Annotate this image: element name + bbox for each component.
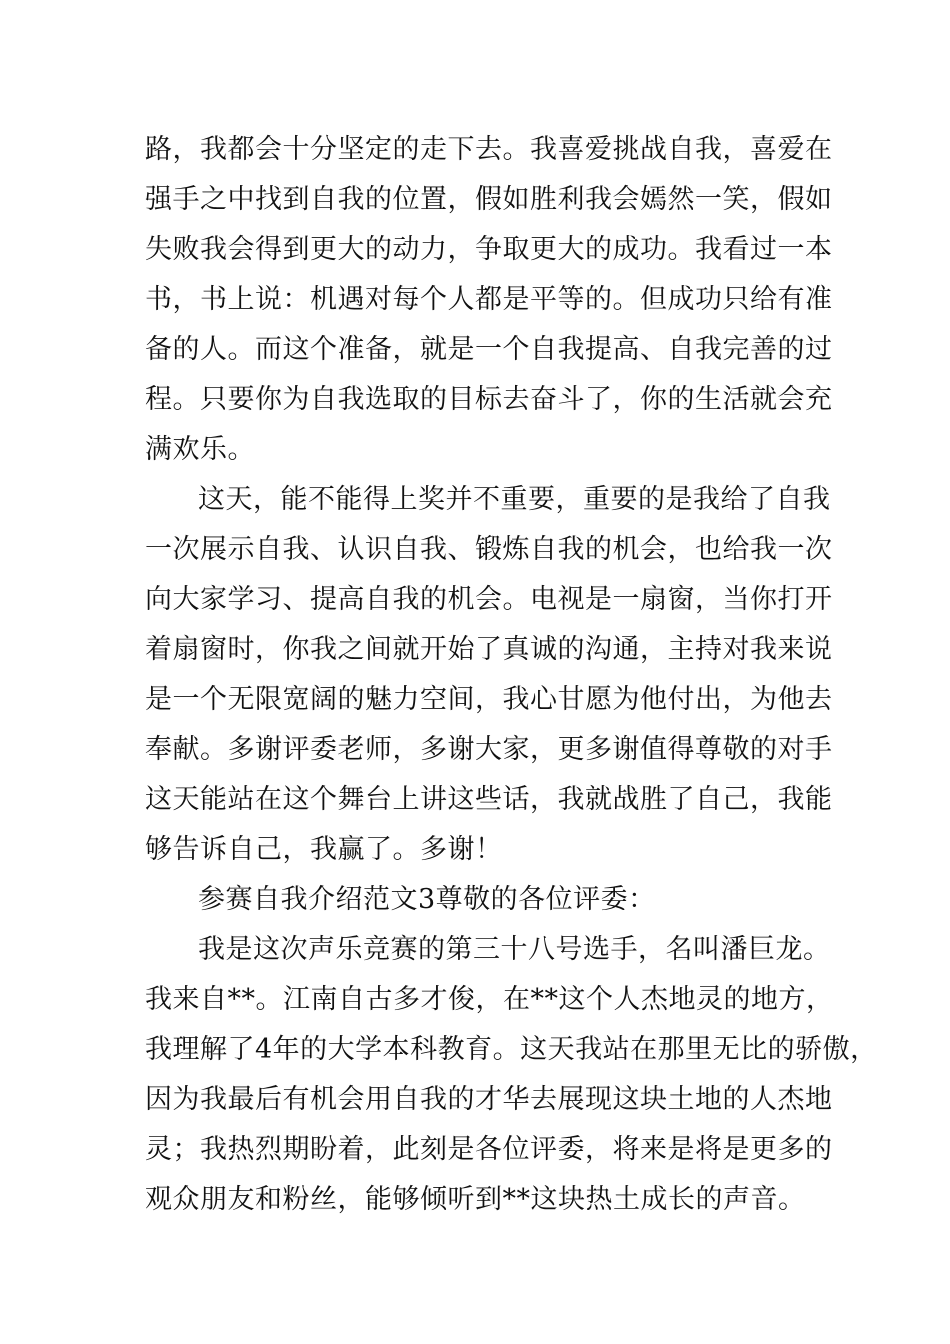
text-line: 路，我都会十分坚定的走下去。我喜爱挑战自我，喜爱在 — [145, 134, 833, 165]
text-line: 是一个无限宽阔的魅力空间，我心甘愿为他付出，为他去 — [145, 684, 833, 715]
text-line: 满欢乐。 — [145, 434, 255, 465]
text-line: 观众朋友和粉丝，能够倾听到**这块热土成长的声音。 — [145, 1184, 806, 1215]
text-line: 向大家学习、提高自我的机会。电视是一扇窗，当你打开 — [145, 584, 833, 615]
paragraph-first-line: 这天，能不能得上奖并不重要，重要的是我给了自我 — [198, 484, 831, 515]
section-heading: 参赛自我介绍范文3尊敬的各位评委： — [198, 884, 656, 915]
paragraph-first-line: 我是这次声乐竞赛的第三十八号选手，名叫潘巨龙。 — [198, 934, 831, 965]
text-line: 灵；我热烈期盼着，此刻是各位评委，将来是将是更多的 — [145, 1134, 833, 1165]
text-line: 我理解了4年的大学本科教育。这天我站在那里无比的骄傲， — [145, 1034, 878, 1065]
text-line: 程。只要你为自我选取的目标去奋斗了，你的生活就会充 — [145, 384, 833, 415]
text-line: 我来自**。江南自古多才俊，在**这个人杰地灵的地方， — [145, 984, 834, 1015]
text-line: 备的人。而这个准备，就是一个自我提高、自我完善的过 — [145, 334, 833, 365]
text-line: 强手之中找到自我的位置，假如胜利我会嫣然一笑，假如 — [145, 184, 833, 215]
text-line: 着扇窗时，你我之间就开始了真诚的沟通，主持对我来说 — [145, 634, 833, 665]
text-line: 书，书上说：机遇对每个人都是平等的。但成功只给有准 — [145, 284, 833, 315]
text-line: 失败我会得到更大的动力，争取更大的成功。我看过一本 — [145, 234, 833, 265]
text-line: 够告诉自己，我赢了。多谢！ — [145, 834, 503, 865]
text-line: 奉献。多谢评委老师，多谢大家，更多谢值得尊敬的对手 — [145, 734, 833, 765]
text-line: 因为我最后有机会用自我的才华去展现这块土地的人杰地 — [145, 1084, 833, 1115]
text-line: 一次展示自我、认识自我、锻炼自我的机会，也给我一次 — [145, 534, 833, 565]
text-line: 这天能站在这个舞台上讲这些话，我就战胜了自己，我能 — [145, 784, 833, 815]
